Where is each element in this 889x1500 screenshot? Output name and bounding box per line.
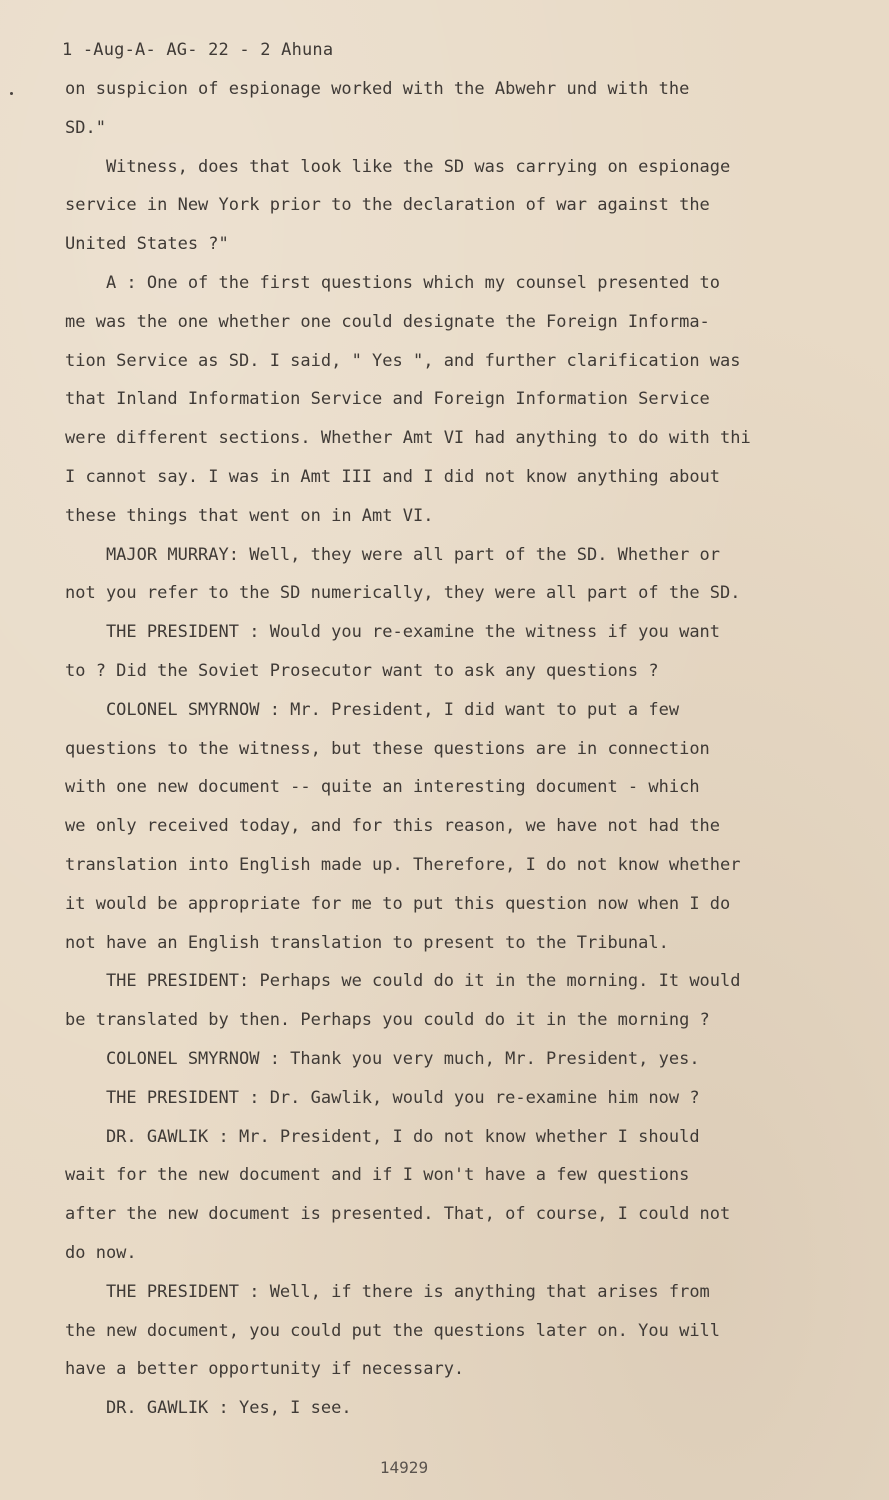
text-line: COLONEL SMYRNOW : Mr. President, I did want to put a few <box>65 699 680 720</box>
text-line: questions to the witness, but these questions are in connection <box>65 738 710 759</box>
text-line: THE PRESIDENT : Would you re-examine the witness if you want <box>65 622 721 643</box>
text-line: I cannot say. I was in Amt III and I did not know anything about <box>65 466 721 487</box>
text-line: wait for the new document and if I won't have a few questions <box>65 1165 690 1186</box>
text-line: these things that went on in Amt VI. <box>65 505 434 526</box>
text-line: Witness, does that look like the SD was carrying on espionage <box>65 156 731 177</box>
transcript-body <box>65 70 865 1428</box>
text-line: on suspicion of espionage worked with the Abwehr und with the <box>65 79 690 99</box>
text-line: not have an English translation to present to the Tribunal. <box>65 932 669 953</box>
text-line: United States ?" <box>65 234 229 255</box>
margin-mark <box>10 92 13 95</box>
text-line: it would be appropriate for me to put this question now when I do <box>65 893 731 914</box>
text-line: A : One of the first questions which my counsel presented to <box>65 272 721 293</box>
text-line: do now. <box>65 1242 137 1263</box>
text-line: translation into English made up. Therefore, I do not know whether <box>65 854 741 875</box>
text-line: that Inland Information Service and Foreign Information Service <box>65 389 710 410</box>
text-line: to ? Did the Soviet Prosecutor want to ask any questions ? <box>65 660 659 681</box>
text-line: have a better opportunity if necessary. <box>65 1359 465 1380</box>
text-line: tion Service as SD. I said, " Yes ", and further clarification was <box>65 350 741 371</box>
text-line: me was the one whether one could designate the Foreign Informa- <box>65 311 710 332</box>
text-line: after the new document is presented. That, of course, I could not <box>65 1204 731 1225</box>
page-header: 1 -Aug-A- AG- 22 - 2 Ahuna <box>62 40 334 60</box>
text-line: COLONEL SMYRNOW : Thank you very much, Mr. President, yes. <box>65 1048 700 1069</box>
text-line: with one new document -- quite an interesting document - which <box>65 777 700 798</box>
text-line: be translated by then. Perhaps you could do it in the morning ? <box>65 1010 710 1031</box>
text-line: DR. GAWLIK : Mr. President, I do not know whether I should <box>65 1126 700 1147</box>
text-line: service in New York prior to the declaration of war against the <box>65 195 710 216</box>
text-line: not you refer to the SD numerically, they were all part of the SD. <box>65 583 741 604</box>
text-line: the new document, you could put the questions later on. You will <box>65 1320 721 1341</box>
text-line: were different sections. Whether Amt VI had anything to do with thi <box>65 428 751 449</box>
text-line: THE PRESIDENT : Well, if there is anything that arises from <box>65 1281 710 1302</box>
text-line: THE PRESIDENT: Perhaps we could do it in the morning. It would <box>65 971 741 992</box>
text-line: THE PRESIDENT : Dr. Gawlik, would you re-examine him now ? <box>65 1087 700 1108</box>
page-number: 14929 <box>379 1458 429 1477</box>
text-line: DR. GAWLIK : Yes, I see. <box>65 1398 352 1419</box>
text-line: we only received today, and for this reason, we have not had the <box>65 816 721 837</box>
text-line: SD." <box>65 117 106 138</box>
text-line: MAJOR MURRAY: Well, they were all part of the SD. Whether or <box>65 544 721 565</box>
